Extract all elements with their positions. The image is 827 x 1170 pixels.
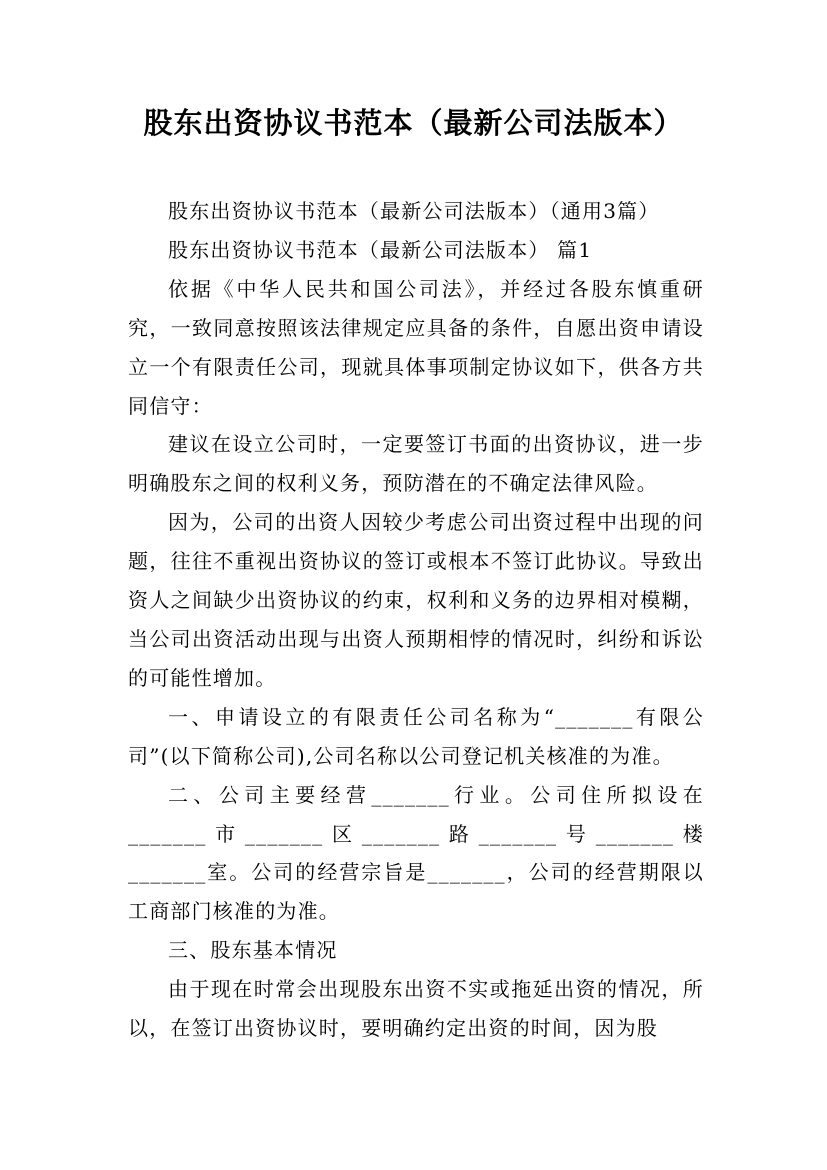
reason-paragraph: 因为，公司的出资人因较少考虑公司出资过程中出现的问题，往往不重视出资协议的签订或根本不签订此协议。导致出资人之间缺少出资协议的约束，权利和义务的边界相对模糊，当公司出资活动出现与出资人预期相悖的情况时，纠纷和诉讼的可能性增加。 xyxy=(128,510,704,690)
section-heading-paragraph: 股东出资协议书范本（最新公司法版本） 篇1 xyxy=(168,237,593,262)
subtitle-paragraph: 股东出资协议书范本（最新公司法版本）（通用3篇） xyxy=(168,199,660,223)
clause-2-paragraph: 二、公司主要经营_______行业。公司住所拟设在_______市_______区_______路_______号_______楼_______室。公司的经营宗旨是_______，公司的经营期限以工商部门核准的为准。 xyxy=(128,782,704,924)
intro-paragraph: 依据《中华人民共和国公司法》，并经过各股东慎重研究，一致同意按照该法律规定应具备的条件，自愿出资申请设立一个有限责任公司，现就具体事项制定协议如下，供各方共同信守： xyxy=(128,276,704,418)
clause-1-paragraph: 一、申请设立的有限责任公司名称为“_______有限公司”(以下简称公司),公司名称以公司登记机关核准的为准。 xyxy=(128,704,704,768)
document-title: 股东出资协议书范本（最新公司法版本） xyxy=(143,106,684,140)
clause-3-paragraph: 由于现在时常会出现股东出资不实或拖延出资的情况，所以，在签订出资协议时，要明确约定出资的时间，因为股 xyxy=(128,977,704,1041)
advice-paragraph: 建议在设立公司时，一定要签订书面的出资协议，进一步明确股东之间的权利义务，预防潜在的不确定法律风险。 xyxy=(128,432,704,496)
clause-3-heading: 三、股东基本情况 xyxy=(168,938,338,963)
document-body xyxy=(128,192,704,1048)
